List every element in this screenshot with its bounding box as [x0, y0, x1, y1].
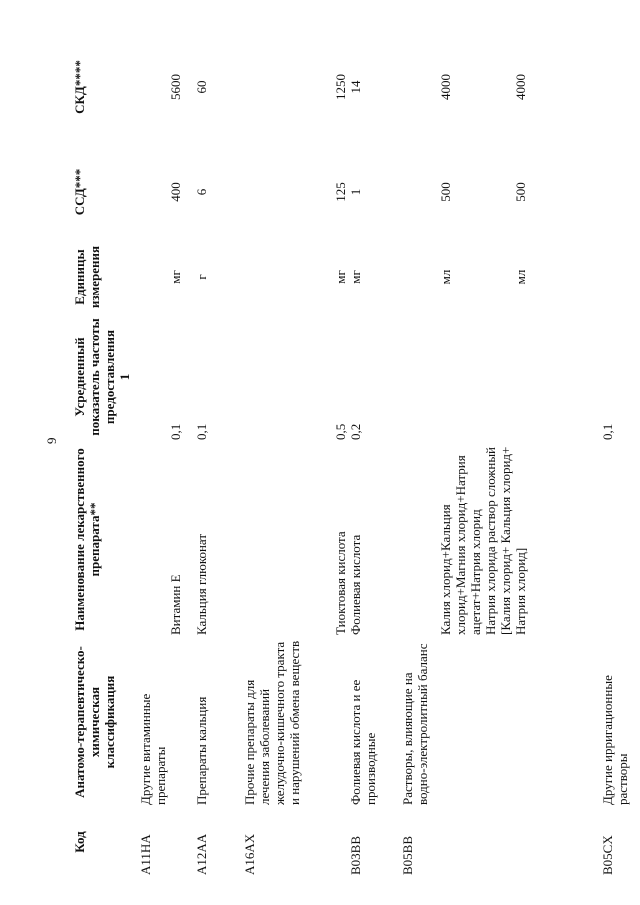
cell-atc: Растворы, влияющие на водно-электролитный баланс — [400, 643, 430, 805]
header-unit: Единицы измерения — [72, 245, 102, 309]
skd-second: 4000 — [513, 74, 528, 100]
cell-drug — [138, 442, 168, 637]
drug-name-first: Калия хлорид+Кальция хлорид+Магния хлорид+Натрия ацетат+Натрия хлорид — [438, 455, 483, 635]
cell-unit: мг — [168, 270, 183, 284]
cell-drug — [600, 442, 640, 637]
table-row — [194, 32, 242, 877]
cell-drug: Тиоктовая кислота — [333, 531, 348, 635]
unit-first: мл — [438, 269, 453, 285]
header-ssd: ССД*** — [72, 168, 87, 216]
cell-frequency: 0,5 — [333, 423, 348, 440]
cell-frequency: 0,1 — [168, 423, 183, 440]
cell-ssd: 125 — [333, 182, 348, 202]
cell-unit: г — [194, 274, 209, 280]
cell-unit — [138, 242, 168, 312]
cell-skd — [600, 32, 640, 142]
cell-unit — [400, 242, 600, 312]
cell-ssd: 400 — [168, 182, 183, 202]
header-frequency-text: Усредненный показатель частоты предоставления — [72, 318, 117, 436]
table-header-row — [72, 32, 138, 877]
header-drug: Наименование лекарственного препарата** — [72, 448, 102, 631]
cell-skd: 1250 — [333, 74, 348, 100]
cell-code — [168, 807, 194, 877]
table-row — [138, 32, 168, 877]
cell-code: A11HA — [138, 834, 153, 875]
cell-ssd — [400, 142, 600, 242]
table-row — [348, 32, 400, 877]
header-frequency — [72, 312, 138, 442]
cell-ssd: 1 — [348, 188, 363, 196]
cell-drug: Витамин Е — [168, 574, 183, 635]
cell-skd: 60 — [194, 80, 209, 94]
cell-code: A12AA — [194, 833, 209, 875]
cell-frequency — [400, 312, 600, 442]
header-skd: СКД**** — [72, 60, 87, 114]
cell-atc: Другие ирригационные растворы — [600, 675, 630, 805]
cell-skd — [138, 32, 168, 142]
cell-skd: 14 — [348, 80, 363, 94]
unit-second: мл — [513, 269, 528, 285]
drug-name-second: Натрия хлорида раствор сложный [Калия хлорид+ Кальция хлорид+ Натрия хлорид] — [483, 446, 528, 635]
cell-atc: Препараты кальция — [194, 696, 209, 805]
cell-frequency — [138, 312, 168, 442]
cell-unit: мг — [333, 270, 348, 284]
cell-code: B05CX — [600, 835, 615, 875]
table-row — [400, 32, 600, 877]
ssd-first: 500 — [438, 182, 453, 202]
header-frequency-footnote: 1 — [117, 373, 132, 381]
cell-drug — [400, 442, 600, 637]
ssd-second: 500 — [513, 182, 528, 202]
cell-unit — [600, 242, 640, 312]
cell-unit: мг — [348, 270, 363, 284]
cell-skd: 5600 — [168, 74, 183, 100]
cell-ssd — [138, 142, 168, 242]
cell-ssd — [600, 142, 640, 242]
table-row — [168, 32, 194, 877]
cell-frequency: 0,1 — [194, 423, 209, 440]
cell-ssd: 6 — [194, 188, 209, 196]
skd-first: 4000 — [438, 74, 453, 100]
cell-code: B05BB — [400, 835, 415, 875]
cell-atc — [168, 637, 194, 807]
cell-code: B03BB — [348, 835, 363, 875]
rotated-table-area — [72, 32, 630, 877]
table-row — [242, 32, 348, 877]
table-row — [600, 32, 640, 877]
drug-table — [72, 32, 640, 877]
cell-code: A16AX — [242, 833, 257, 875]
cell-frequency: 0,1 — [600, 423, 615, 440]
cell-skd — [400, 32, 600, 142]
cell-atc: Фолиевая кислота и ее производные — [348, 679, 378, 805]
header-atc: Анатомо-терапевтическо-химическая классификация — [72, 646, 117, 798]
header-code: Код — [72, 831, 87, 853]
cell-atc: Другие витаминные препараты — [138, 693, 168, 805]
page-number: 9 — [44, 437, 59, 444]
cell-frequency: 0,2 — [348, 423, 363, 440]
cell-drug: Фолиевая кислота — [348, 534, 363, 635]
cell-drug: Кальция глюконат — [194, 533, 209, 635]
cell-atc: Прочие препараты для лечения заболеваний желудочно-кишечного тракта и нарушений обмена веществ — [242, 640, 302, 805]
